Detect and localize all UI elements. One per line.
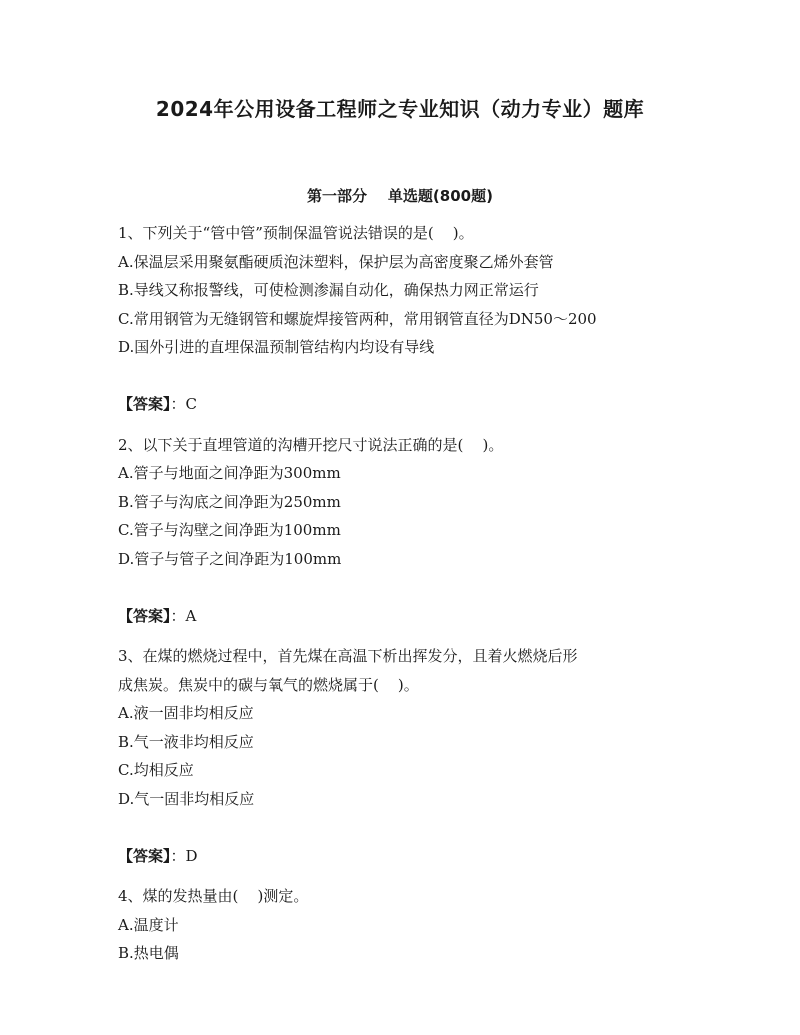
option-list xyxy=(118,459,698,573)
option-a: A.温度计 xyxy=(118,915,179,934)
option-c: C.管子与沟壁之间净距为100mm xyxy=(118,521,341,539)
option-a: A.保温层采用聚氨酯硬质泡沫塑料，保护层为高密度聚乙烯外套管 xyxy=(118,252,554,271)
answer-value: C xyxy=(185,395,198,413)
option-c: C.均相反应 xyxy=(118,761,194,779)
question-3 xyxy=(118,642,698,870)
answer-separator: ： xyxy=(170,395,186,413)
option-list xyxy=(118,248,698,362)
question-1 xyxy=(118,219,698,419)
answer-separator: ： xyxy=(170,606,186,625)
answer-line xyxy=(118,842,698,871)
answer-line xyxy=(118,390,698,419)
option-a: A.管子与地面之间净距为300mm xyxy=(118,464,341,482)
option-c: C.常用钢管为无缝钢管和螺旋焊接管两种，常用钢管直径为DN50～200 xyxy=(118,309,597,328)
option-d: D.气一固非均相反应 xyxy=(118,789,255,808)
option-b: B.热电偶 xyxy=(118,944,179,962)
option-a: A.液一固非均相反应 xyxy=(118,704,254,722)
question-stem: 2、以下关于直埋管道的沟槽开挖尺寸说法正确的是( )。 xyxy=(118,435,504,454)
question-stem: 1、下列关于“管中管”预制保温管说法错误的是( )。 xyxy=(118,224,474,242)
question-4 xyxy=(118,882,698,968)
option-b: B.气一液非均相反应 xyxy=(118,732,254,751)
document-title: 2024年公用设备工程师之专业知识（动力专业）题库 xyxy=(155,97,645,121)
option-d: D.管子与管子之间净距为100mm xyxy=(118,549,342,568)
option-list xyxy=(118,911,698,968)
answer-value: D xyxy=(185,846,198,865)
answer-label: 【答案】 xyxy=(118,395,171,413)
question-list xyxy=(118,219,698,968)
option-b: B.导线又称报警线，可使检测渗漏自动化，确保热力网正常运行 xyxy=(118,281,539,299)
answer-value: A xyxy=(185,606,197,625)
question-stem: 4、煤的发热量由( )测定。 xyxy=(118,887,309,905)
answer-separator: ： xyxy=(170,846,186,865)
answer-label: 【答案】 xyxy=(118,606,171,625)
answer-line xyxy=(118,602,698,631)
option-d: D.国外引进的直埋保温预制管结构内均设有导线 xyxy=(118,338,435,356)
question-2 xyxy=(118,431,698,631)
answer-label: 【答案】 xyxy=(118,846,171,865)
option-b: B.管子与沟底之间净距为250mm xyxy=(118,492,341,511)
question-stem-line-1: 3、在煤的燃烧过程中，首先煤在高温下析出挥发分，且着火燃烧后形 xyxy=(118,647,578,665)
option-list xyxy=(118,699,698,813)
question-stem-line-2: 成焦炭。焦炭中的碳与氧气的燃烧属于( )。 xyxy=(118,675,419,694)
section-title: 第一部分 单选题(800题) xyxy=(307,187,493,205)
